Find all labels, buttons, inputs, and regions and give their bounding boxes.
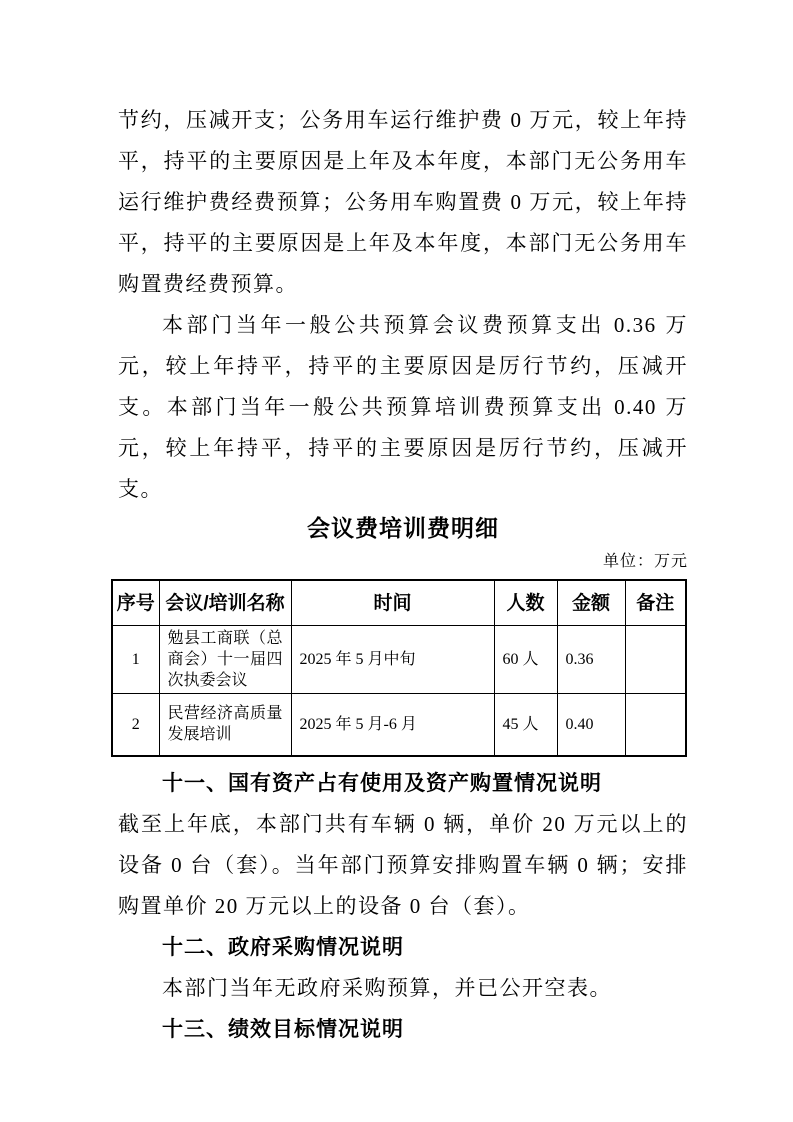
header-serial-number: 序号 (112, 580, 159, 626)
paragraph-procurement: 本部门当年无政府采购预算，并已公开空表。 (162, 975, 612, 1000)
section-heading-13: 十三、绩效目标情况说明 (162, 1017, 404, 1041)
unit-note: 单位：万元 (602, 553, 688, 570)
table-row (112, 694, 686, 756)
cell-remark (625, 626, 686, 694)
section-heading-11: 十一、国有资产占有使用及资产购置情况说明 (162, 771, 602, 795)
paragraph-state-assets: 截至上年底，本部门共有车辆 0 辆，单价 20 万元以上的设备 0 台（套）。当年部门预算安排购置车辆 0 辆；安排购置单价 20 万元以上的设备 0 台（套）。 (118, 811, 688, 918)
cell-amount: 0.36 (557, 626, 625, 694)
header-people-count: 人数 (494, 580, 557, 626)
cell-people-count: 45 人 (494, 694, 557, 756)
cell-time: 2025 年 5 月中旬 (291, 626, 494, 694)
paragraph-vehicle-fees: 节约，压减开支；公务用车运行维护费 0 万元，较上年持平，持平的主要原因是上年及本年度，本部门无公务用车运行维护费经费预算；公务用车购置费 0 万元，较上年持平，持平的主要原因是上年及本年度，本部门无公务用车购置费经费预算。 (118, 108, 688, 296)
section-heading-12: 十二、政府采购情况说明 (162, 935, 404, 959)
header-meeting-training-name: 会议/培训名称 (159, 580, 291, 626)
paragraph-meeting-training-fees: 本部门当年一般公共预算会议费预算支出 0.36 万元，较上年持平，持平的主要原因是厉行节约，压减开支。本部门当年一般公共预算培训费预算支出 0.40 万元，较上年持平，持平的主要原因是厉行节约，压减开支。 (118, 313, 688, 501)
header-remark: 备注 (625, 580, 686, 626)
cell-serial-number: 1 (112, 626, 159, 694)
document-content (118, 0, 688, 1050)
cell-time: 2025 年 5 月-6 月 (291, 694, 494, 756)
header-amount: 金额 (557, 580, 625, 626)
table-row (112, 626, 686, 694)
meeting-training-fee-table (111, 579, 687, 757)
cell-meeting-name: 民营经济高质量发展培训 (159, 694, 291, 756)
table-header-row (112, 580, 686, 626)
cell-meeting-name: 勉县工商联（总商会）十一届四次执委会议 (159, 626, 291, 694)
cell-remark (625, 694, 686, 756)
cell-amount: 0.40 (557, 694, 625, 756)
cell-people-count: 60 人 (494, 626, 557, 694)
table-title: 会议费培训费明细 (307, 515, 499, 541)
cell-serial-number: 2 (112, 694, 159, 756)
top-margin (118, 0, 688, 100)
header-time: 时间 (291, 580, 494, 626)
